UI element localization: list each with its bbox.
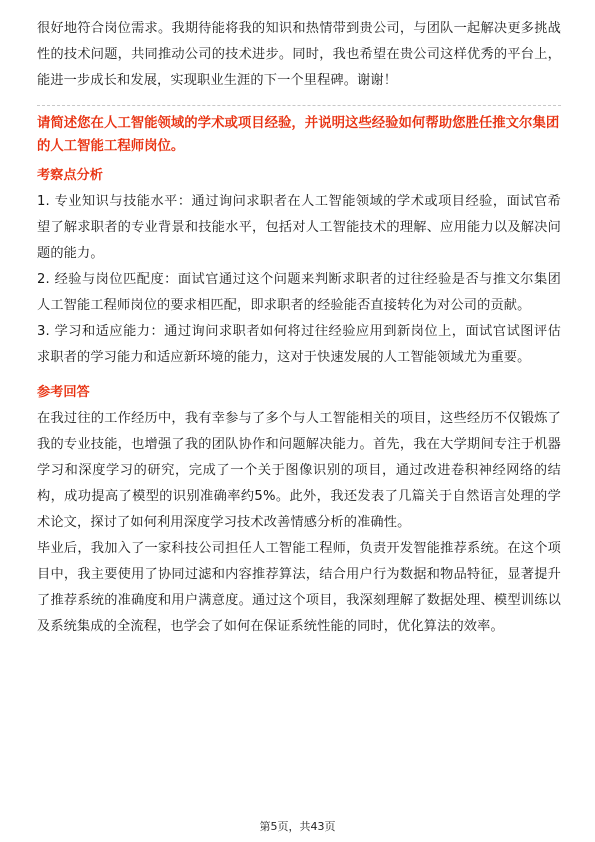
analysis-item-1: 1. 专业知识与技能水平：通过询问求职者在人工智能领域的学术或项目经验，面试官希望了解求职者的专业背景和技能水平，包括对人工智能技术的理解、应用能力以及解决问题的能力。 bbox=[37, 194, 561, 261]
analysis-item-2: 2. 经验与岗位匹配度：面试官通过这个问题来判断求职者的过往经验是否与推文尔集团人工智能工程师岗位的要求相匹配，即求职者的经验能否直接转化为对公司的贡献。 bbox=[37, 272, 561, 313]
section-divider bbox=[37, 105, 561, 106]
intro-paragraph: 很好地符合岗位需求。我期待能将我的知识和热情带到贵公司，与团队一起解决更多挑战性的技术问题，共同推动公司的技术进步。同时，我也希望在贵公司这样优秀的平台上，能进一步成长和发展，实现职业生涯的下一个里程碑。谢谢！ bbox=[37, 21, 561, 88]
interview-question: 请简述您在人工智能领域的学术或项目经验，并说明这些经验如何帮助您胜任推文尔集团的人工智能工程师岗位。 bbox=[37, 116, 560, 154]
answer-paragraph-2: 毕业后，我加入了一家科技公司担任人工智能工程师，负责开发智能推荐系统。在这个项目中，我主要使用了协同过滤和内容推荐算法，结合用户行为数据和物品特征，显著提升了推荐系统的准确度和用户满意度。通过这个项目，我深刻理解了数据处理、模型训练以及系统集成的全流程，也学会了如何在保证系统性能的同时，优化算法的效率。 bbox=[37, 541, 561, 634]
analysis-title: 考察点分析 bbox=[37, 168, 103, 183]
analysis-item-3: 3. 学习和适应能力：通过询问求职者如何将过往经验应用到新岗位上，面试官试图评估求职者的学习能力和适应新环境的能力，这对于快速发展的人工智能领域尤为重要。 bbox=[37, 324, 561, 365]
answer-title: 参考回答 bbox=[37, 385, 90, 400]
page-footer: 第5页，共43页 bbox=[259, 820, 336, 833]
answer-paragraph-1: 在我过往的工作经历中，我有幸参与了多个与人工智能相关的项目，这些经历不仅锻炼了我的专业技能，也增强了我的团队协作和问题解决能力。首先，我在大学期间专注于机器学习和深度学习的研究，完成了一个关于图像识别的项目，通过改进卷积神经网络的结构，成功提高了模型的识别准确率约5%。此外，我还发表了几篇关于自然语言处理的学术论文，探讨了如何利用深度学习技术改善情感分析的准确性。 bbox=[37, 411, 561, 530]
